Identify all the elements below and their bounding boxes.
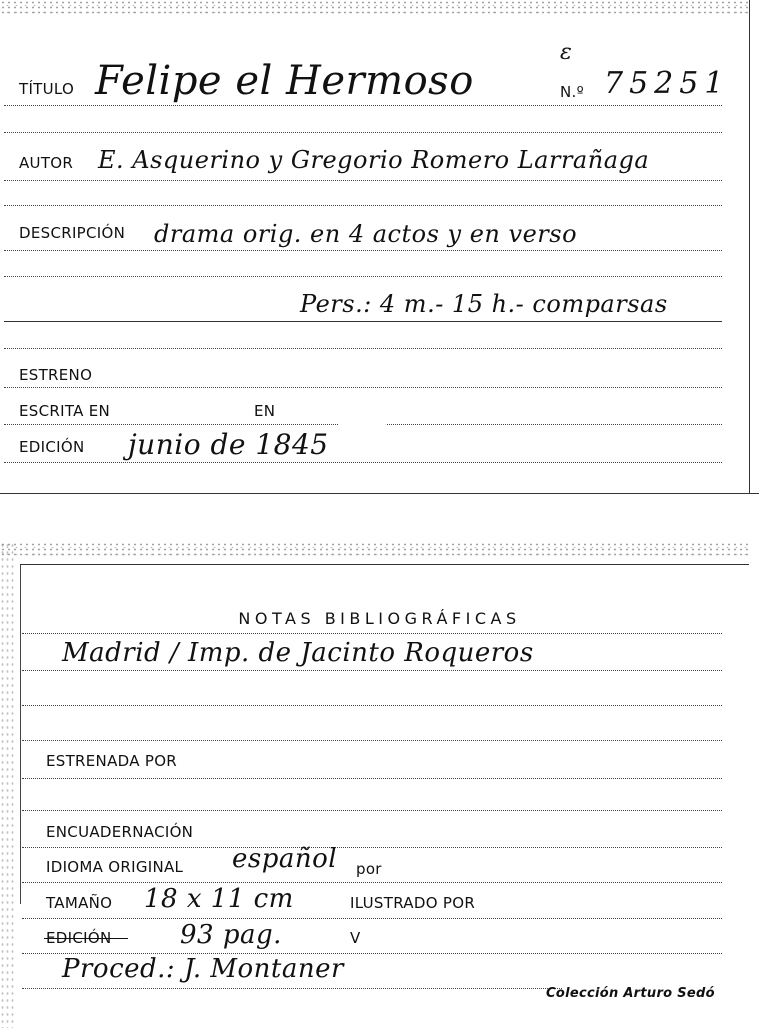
- rule: [4, 250, 722, 251]
- language-value: español: [232, 844, 338, 874]
- size-label: TAMAÑO: [46, 894, 113, 912]
- edition-label-struck: EDICIÓN: [46, 929, 112, 947]
- author-value: E. Asquerino y Gregorio Romero Larrañaga: [98, 146, 650, 174]
- rule: [4, 105, 722, 106]
- card-top-bottom-edge: [0, 493, 759, 494]
- card-top-speckle-edge: [0, 0, 749, 16]
- card-bottom-speckle-edge: [0, 542, 749, 558]
- rule: [4, 180, 722, 181]
- rule: [4, 276, 722, 277]
- rule: [22, 882, 722, 883]
- description-label: DESCRIPCIÓN: [19, 224, 126, 242]
- language-label: IDIOMA ORIGINAL: [46, 858, 184, 876]
- in-label: EN: [254, 402, 276, 420]
- rule: [22, 633, 722, 634]
- title-label: TÍTULO: [19, 80, 75, 98]
- edition-label: EDICIÓN: [19, 438, 85, 456]
- description-value-2: Pers.: 4 m.- 15 h.- comparsas: [300, 290, 668, 318]
- written-label: ESCRITA EN: [19, 402, 111, 420]
- corner-mark: ε: [560, 40, 573, 65]
- rule: [22, 670, 722, 671]
- number-value: 75251: [604, 66, 730, 101]
- size-value: 18 x 11 cm: [144, 884, 294, 914]
- card-bottom-top-border: [20, 564, 749, 565]
- paper-hole: [338, 398, 386, 446]
- pages-value: 93 pag.: [180, 920, 282, 950]
- rule: [22, 778, 722, 779]
- by-label: por: [356, 860, 382, 878]
- rule: [4, 132, 722, 133]
- premiered-by-label: ESTRENADA POR: [46, 752, 178, 770]
- illustrated-label: ILUSTRADO POR: [350, 894, 476, 912]
- rule: [22, 705, 722, 706]
- premiere-label: ESTRENO: [19, 366, 93, 384]
- notes-value: Madrid / Imp. de Jacinto Roqueros: [62, 638, 534, 668]
- number-label: N.º: [560, 83, 584, 101]
- rule: [4, 462, 722, 463]
- rule: [22, 810, 722, 811]
- edition-value: junio de 1845: [128, 428, 329, 461]
- rule: [22, 918, 722, 919]
- provenance-value: Proced.: J. Montaner: [62, 954, 344, 984]
- description-value: drama orig. en 4 actos y en verso: [154, 220, 578, 248]
- rule: [4, 348, 722, 349]
- collection-stamp: Colección Arturo Sedó: [546, 986, 715, 1001]
- v-label: V: [350, 929, 361, 947]
- rule: [22, 740, 722, 741]
- author-label: AUTOR: [19, 154, 74, 172]
- title-value: Felipe el Hermoso: [95, 58, 474, 104]
- rule: [4, 321, 722, 322]
- notes-title: NOTAS BIBLIOGRÁFICAS: [238, 609, 521, 628]
- rule: [22, 988, 562, 989]
- rule: [22, 847, 722, 848]
- catalog-card-top: [0, 0, 750, 493]
- binding-label: ENCUADERNACIÓN: [46, 823, 194, 841]
- rule: [4, 205, 722, 206]
- strike-through: [44, 938, 128, 939]
- rule: [4, 387, 722, 388]
